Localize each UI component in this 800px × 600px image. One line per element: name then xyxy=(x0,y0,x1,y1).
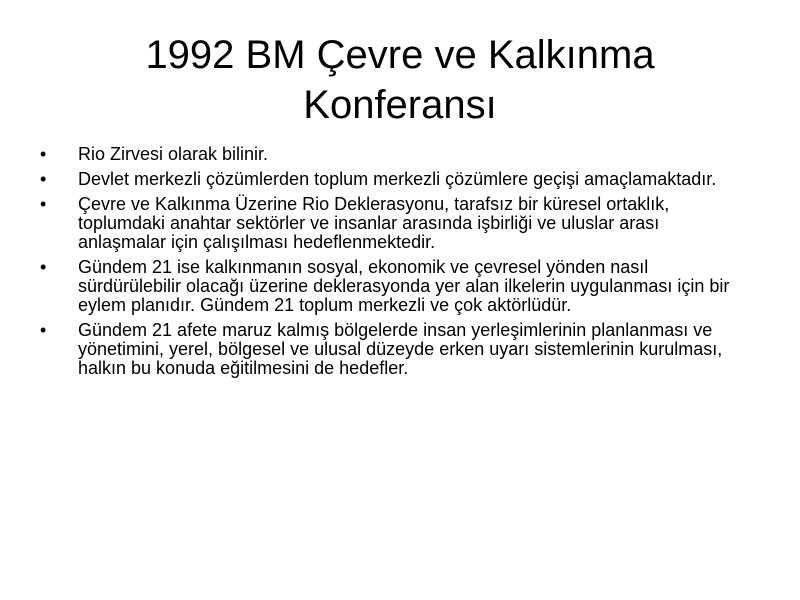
bullet-point-icon: • xyxy=(40,144,47,164)
bullet-item xyxy=(40,195,752,252)
bullet-point-icon: • xyxy=(40,169,47,189)
bullet-point-icon: • xyxy=(40,194,47,214)
bullet-point-icon: • xyxy=(40,257,47,277)
bullet-item xyxy=(40,321,752,378)
bullet-text: Rio Zirvesi olarak bilinir. xyxy=(78,144,269,164)
slide-title: 1992 BM Çevre ve Kalkınma Konferansı xyxy=(145,33,655,127)
bullet-text: Devlet merkezli çözümlerden toplum merkezli çözümlere geçişi amaçlamaktadır. xyxy=(78,169,717,189)
bullet-item xyxy=(40,145,752,164)
bullet-item xyxy=(40,258,752,315)
bullet-text: Gündem 21 ise kalkınmanın sosyal, ekonomik ve çevresel yönden nasıl sürdürülebilir olacağı üzerine deklerasyonda yer alan ilkelerin uygulanması için bir eylem planıdır. Gündem 21 toplum merkezli ve çok aktörlüdür. xyxy=(78,257,730,315)
bullet-point-icon: • xyxy=(40,320,47,340)
bullet-item xyxy=(40,170,752,189)
bullet-list xyxy=(40,145,752,384)
bullet-text: Gündem 21 afete maruz kalmış bölgelerde insan yerleşimlerinin planlanması ve yönetimini, yerel, bölgesel ve ulusal düzeyde erken uyarı sistemlerinin kurulması, halkın bu konuda eğitilmesini de hedefler. xyxy=(78,320,723,378)
bullet-text: Çevre ve Kalkınma Üzerine Rio Deklerasyonu, tarafsız bir küresel ortaklık, toplumdaki anahtar sektörler ve insanlar arasında işbirliği ve uluslar arası anlaşmalar için çalışılması hedeflenmektedir. xyxy=(78,194,670,252)
